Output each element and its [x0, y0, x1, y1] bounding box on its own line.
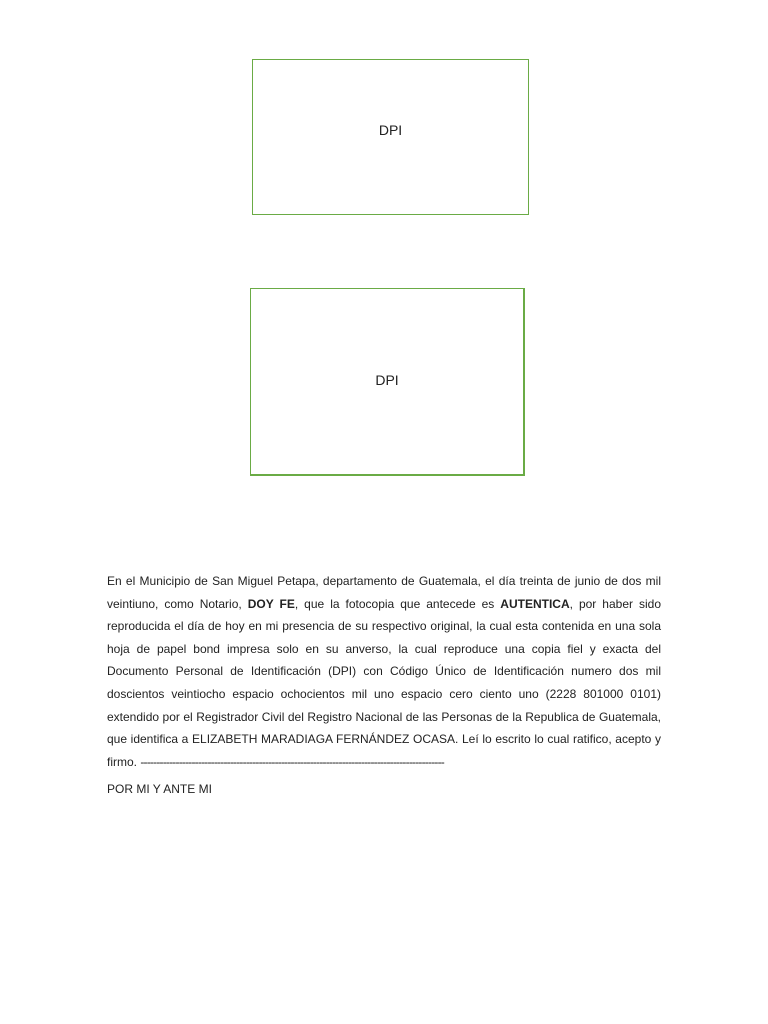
paragraph-text-part1: En el Municipio de San Miguel Petapa, departamento de Guatemala, el día treinta de junio de dos mil veintiuno, como Notario, [107, 574, 661, 611]
doy-fe-emphasis: DOY FE [247, 596, 295, 611]
autentica-emphasis: AUTENTICA [500, 596, 570, 611]
paragraph-text-part3: , por haber sido reproducida el día de hoy en mi presencia de su respectivo original, la cual esta contenida en una sola hoja de papel bond impresa solo en su anverso, la cual reproduce una copia fiel y exacta del Documento Personal de Identificación (DPI) con Código Único de Identificación numero dos mil doscientos veintiocho espacio ochocientos mil uno espacio cero ciento uno (2228 801000 0101) extendido por el Registrador Civil del Registro Nacional de las Personas de la Republica de Guatemala, que identifica a ELIZABETH MARADIAGA FERNÁNDEZ OCASA. Leí lo escrito lo cual ratifico, acepto y firmo. [107, 596, 661, 769]
dpi-photocopy-frame-back [250, 288, 525, 476]
dpi-label-front: DPI [378, 122, 403, 138]
line-fill-dashes: ----------------------------------------------------------------------------------------------- [140, 754, 444, 769]
closing-statement: POR MI Y ANTE MI [107, 782, 212, 796]
dpi-label-back: DPI [375, 371, 399, 388]
dpi-photocopy-frame-front [252, 59, 529, 215]
notarial-authentication-text [107, 570, 661, 773]
paragraph-text-part2: , que la fotocopia que antecede es [294, 596, 501, 611]
